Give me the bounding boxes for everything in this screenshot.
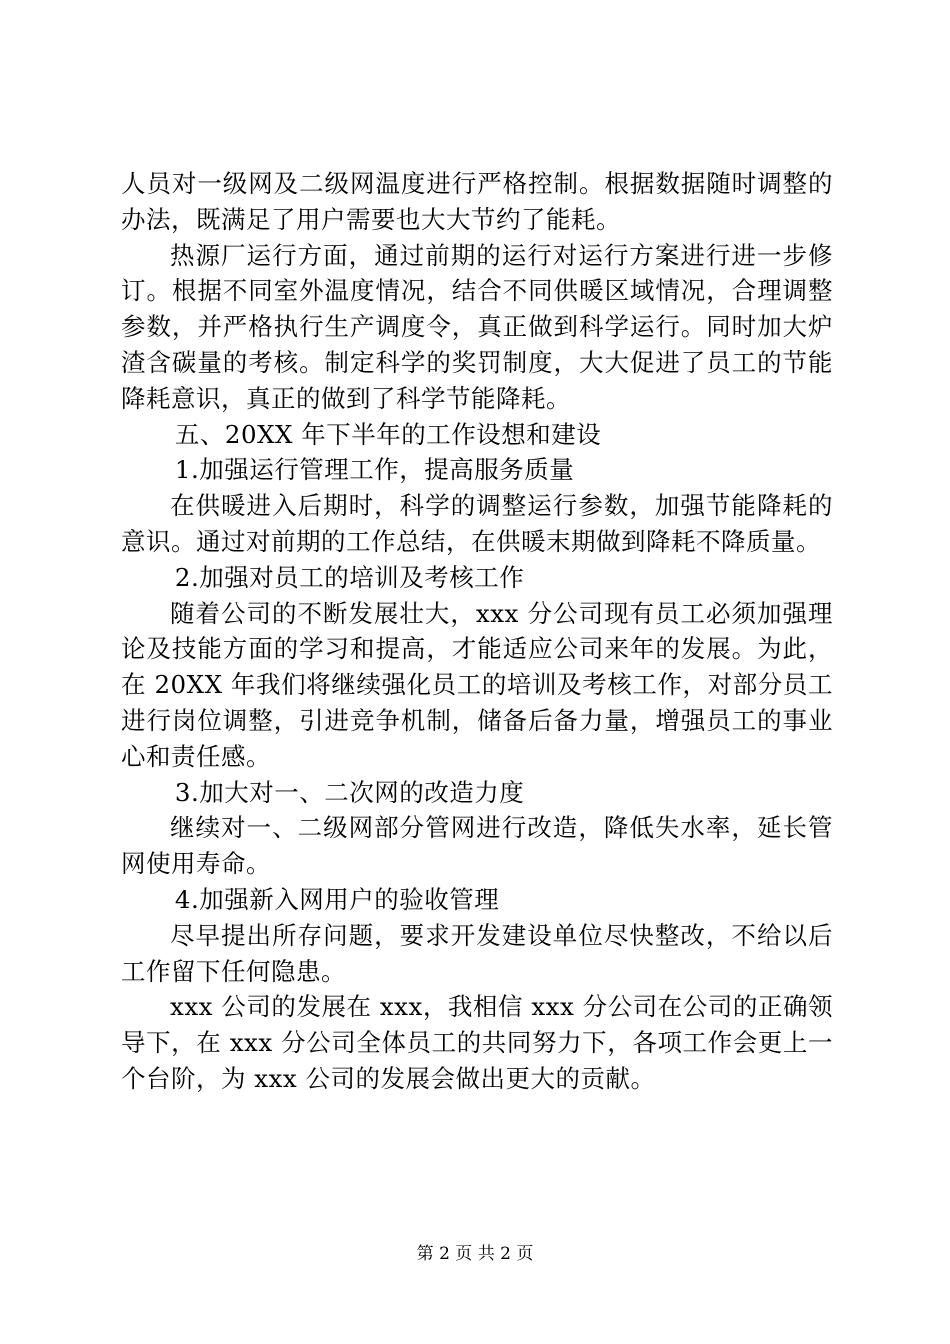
subheading-3: 3.加大对一、二次网的改造力度 (174, 777, 525, 807)
paragraph-3: 在供暖进入后期时，科学的调整运行参数，加强节能降耗的意识。通过对前期的工作总结，在供暖末期做到降耗不降质量。 (121, 491, 833, 556)
subheading-4: 4.加强新入网用户的验收管理 (174, 884, 500, 914)
section-heading-5: 五、20XX 年下半年的工作设想和建设 (174, 419, 602, 449)
paragraph-1: 人员对一级网及二级网温度进行严格控制。根据数据随时调整的办法，既满足了用户需要也大大节约了能耗。 (121, 169, 833, 234)
document-body (121, 166, 833, 1097)
page-number-footer: 第 2 页 共 2 页 (416, 1244, 534, 1264)
subheading-1: 1.加强运行管理工作，提高服务质量 (174, 455, 575, 485)
paragraph-7: xxx 公司的发展在 xxx，我相信 xxx 分公司在公司的正确领导下，在 xxx 分公司全体员工的共同努力下，各项工作会更上一个台阶，为 xxx 公司的发展会做出更大的贡献。 (121, 992, 833, 1093)
paragraph-5: 继续对一、二级网部分管网进行改造，降低失水率，延长管网使用寿命。 (121, 813, 833, 879)
paragraph-2: 热源厂运行方面，通过前期的运行对运行方案进行进一步修订。根据不同室外温度情况，结合不同供暖区域情况，合理调整参数，并严格执行生产调度令，真正做到科学运行。同时加大炉渣含碳量的考核。制定科学的奖罚制度，大大促进了员工的节能降耗意识，真正的做到了科学节能降耗。 (121, 240, 833, 413)
subheading-2: 2.加强对员工的培训及考核工作 (174, 562, 525, 592)
paragraph-4: 随着公司的不断发展壮大，xxx 分公司现有员工必须加强理论及技能方面的学习和提高，才能适应公司来年的发展。为此，在 20XX 年我们将继续强化员工的培训及考核工作，对部分员工进行岗位调整，引进竞争机制，储备后备力量，增强员工的事业心和责任感。 (121, 598, 833, 771)
paragraph-6: 尽早提出所存问题，要求开发建设单位尽快整改，不给以后工作留下任何隐患。 (121, 920, 833, 986)
